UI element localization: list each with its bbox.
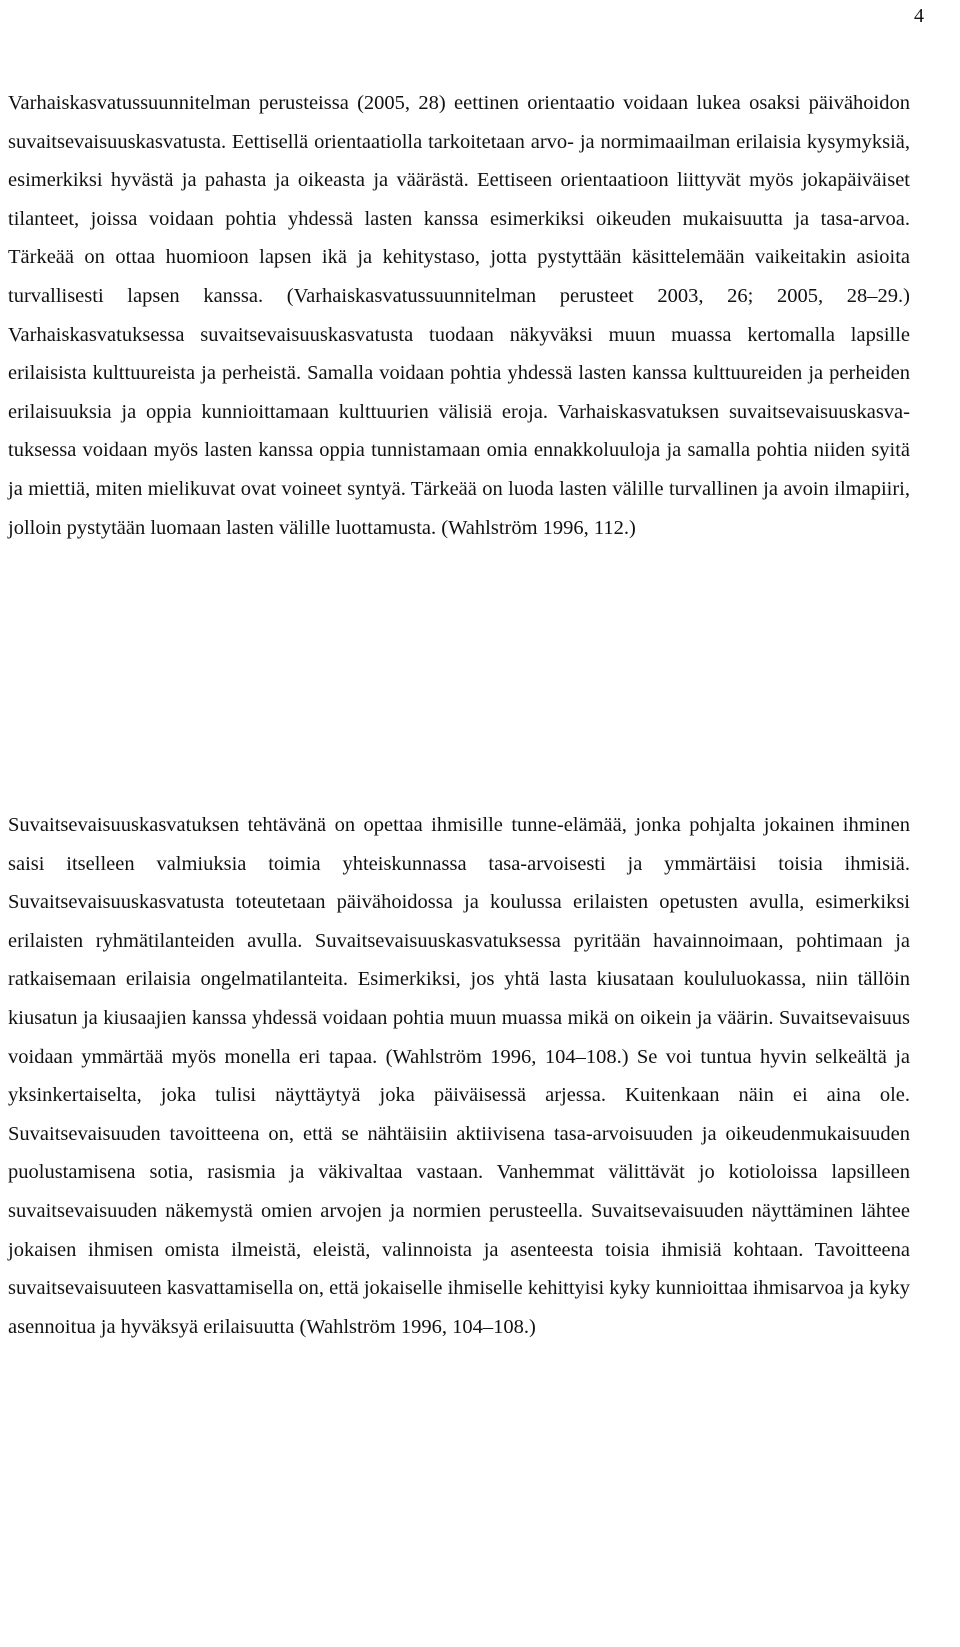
body-paragraph-2: Suvaitsevaisuuskasvatuksen tehtävänä on opettaa ihmisille tunne-elämää, jonka pohjalta jokainen ihminen saisi itselleen valmiuksia toimia yhteiskunnassa tasa-arvoisesti ja ymmärtäisi toisia ihmisiä. Suvaitsevaisuuskasvatusta toteutetaan päivähoidossa ja koulussa erilaisten opetusten avulla, esimerkiksi erilaisten ryhmätilanteiden avulla. Suvaitsevaisuuskasvatuksessa pyritään havainnoimaan, pohtimaan ja ratkaisemaan erilaisia ongelmatilanteita. Esimerkiksi, jos yhtä lasta kiusataan koululuokassa, niin tällöin kiusatun ja kiusaajien kanssa yhdessä voidaan pohtia muun muassa mikä on oikein ja väärin. Suvaitsevaisuus voidaan ymmärtää myös monella eri tapaa. (Wahlström 1996, 104–108.) Se voi tuntua hyvin selkeältä ja yksinkertaiselta, joka tulisi näyttäytyä joka päiväisessä arjessa. Kuitenkaan näin ei aina ole. Suvaitsevaisuuden tavoitteena on, että se nähtäisiin aktiivisena tasa-arvoisuuden ja oikeudenmukaisuuden puolustamisena sotia, rasismia ja väkivaltaa vastaan. Vanhemmat välittävät jo kotioloissa lapsilleen suvaitsevaisuuden näkemystä omien arvojen ja normien perusteella. Suvaitsevaisuuden näyttäminen lähtee jokaisen ihmisen omista ilmeistä, eleistä, valinnoista ja asenteesta toisia ihmisiä kohtaan. Tavoitteena suvaitsevaisuuteen kasvattamisella on, että jokaiselle ihmiselle kehittyisi kyky kunnioittaa ihmisarvoa ja kyky asennoitua ja hyväksyä erilaisuutta (Wahlström 1996, 104–108.) [8,814,910,1338]
body-paragraph-1: Varhaiskasvatussuunnitelman perusteissa (2005, 28) eettinen orientaatio voidaan lukea osaksi päivähoidon suvaitsevaisuuskasvatusta. Eettisellä orientaatiolla tarkoitetaan arvo- ja normimaailman erilaisia kysymyksiä, esimerkiksi hyvästä ja pahasta ja oikeasta ja väärästä. Eettiseen orientaatioon liittyvät myös jokapäiväiset tilanteet, joissa voidaan pohtia yhdessä lasten kanssa esimerkiksi oikeuden mukaisuutta ja tasa-arvoa. Tärkeää on ottaa huomioon lapsen ikä ja kehitystaso, jotta pystyttään käsittelemään vaikeitakin asioita turvallisesti lapsen kanssa. (Varhaiskasvatussuunnitelman perusteet 2003, 26; 2005, 28–29.) Varhaiskasvatuksessa suvaitsevaisuuskasvatusta tuodaan näkyväksi muun muassa kertomalla lapsille erilaisista kulttuureista ja perheistä. Samalla voidaan pohtia yhdessä lasten kanssa kulttuureiden ja perheiden erilaisuuksia ja oppia kunnioittamaan kulttuurien välisiä eroja. Varhaiskasvatuksen suvaitsevaisuuskasvatuksessa voidaan myös lasten kanssa oppia tunnistamaan omia ennakkoluuloja ja samalla pohtia niiden syitä ja miettiä, miten mielikuvat ovat voineet syntyä. Tärkeää on luoda lasten välille turvallinen ja avoin ilmapiiri, jolloin pystytään luomaan lasten välille luottamusta. (Wahlström 1996, 112.) [8,92,910,539]
page-number: 4 [914,5,924,27]
